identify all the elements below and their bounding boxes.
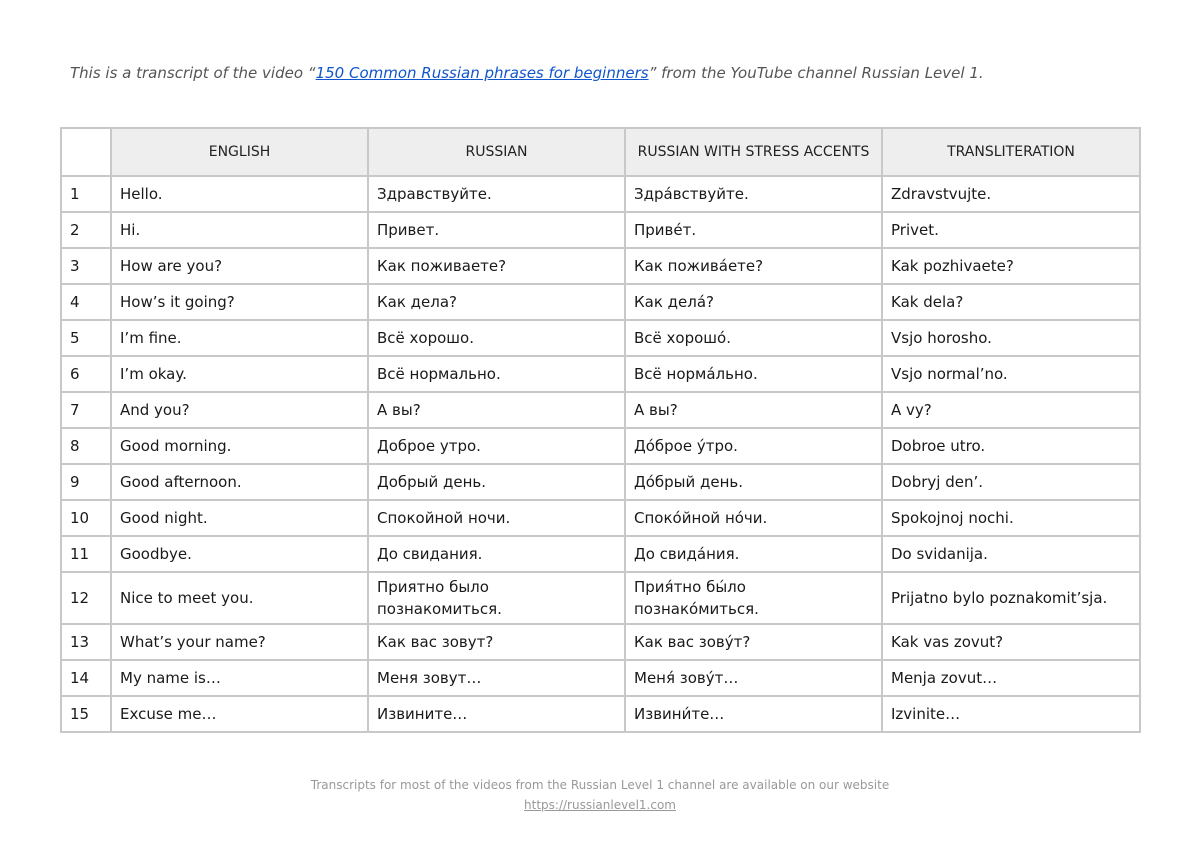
table-row <box>61 660 1140 696</box>
cell-english: Good night. <box>111 500 368 536</box>
cell-russian: Привет. <box>368 212 625 248</box>
cell-transliteration: Vsjo normal’no. <box>882 356 1140 392</box>
table-row <box>61 392 1140 428</box>
table-row <box>61 176 1140 212</box>
table-row <box>61 624 1140 660</box>
table-row <box>61 284 1140 320</box>
header-russian: RUSSIAN <box>368 128 625 176</box>
intro-text <box>70 64 984 82</box>
cell-transliteration: Zdravstvujte. <box>882 176 1140 212</box>
cell-english: How’s it going? <box>111 284 368 320</box>
cell-transliteration: Menja zovut… <box>882 660 1140 696</box>
cell-russian: Здравствуйте. <box>368 176 625 212</box>
cell-stressed: Как дела́? <box>625 284 882 320</box>
cell-stressed: Приве́т. <box>625 212 882 248</box>
header-row <box>61 128 1140 176</box>
table-row <box>61 356 1140 392</box>
website-link[interactable]: https://russianlevel1.com <box>524 798 676 812</box>
row-number: 4 <box>61 284 111 320</box>
cell-stressed: Как вас зову́т? <box>625 624 882 660</box>
cell-english: Good afternoon. <box>111 464 368 500</box>
table-row <box>61 248 1140 284</box>
cell-stressed: А вы? <box>625 392 882 428</box>
cell-transliteration: Izvinite… <box>882 696 1140 732</box>
row-number: 7 <box>61 392 111 428</box>
video-link[interactable]: 150 Common Russian phrases for beginners <box>315 64 649 82</box>
row-number: 15 <box>61 696 111 732</box>
cell-transliteration: Prijatno bylo poznakomit’sja. <box>882 572 1140 624</box>
row-number: 9 <box>61 464 111 500</box>
cell-stressed: Извини́те… <box>625 696 882 732</box>
row-number: 2 <box>61 212 111 248</box>
intro-prefix: This is a transcript of the video “ <box>70 64 316 82</box>
cell-english: Hi. <box>111 212 368 248</box>
cell-english: Goodbye. <box>111 536 368 572</box>
cell-english: And you? <box>111 392 368 428</box>
cell-russian: Как вас зовут? <box>368 624 625 660</box>
cell-transliteration: Dobroe utro. <box>882 428 1140 464</box>
table-row <box>61 464 1140 500</box>
cell-russian: Приятно было познакомиться. <box>368 572 625 624</box>
table-row <box>61 320 1140 356</box>
cell-russian: До свидания. <box>368 536 625 572</box>
cell-english: I’m okay. <box>111 356 368 392</box>
cell-transliteration: Vsjo horosho. <box>882 320 1140 356</box>
cell-stressed: Всё норма́льно. <box>625 356 882 392</box>
cell-english: Hello. <box>111 176 368 212</box>
cell-stressed: Споко́йной но́чи. <box>625 500 882 536</box>
table-row <box>61 500 1140 536</box>
footer-note: Transcripts for most of the videos from the Russian Level 1 channel are available on our website <box>310 778 890 792</box>
cell-english: My name is… <box>111 660 368 696</box>
cell-stressed: До свида́ния. <box>625 536 882 572</box>
cell-stressed: Прия́тно бы́ло познако́миться. <box>625 572 882 624</box>
row-number: 13 <box>61 624 111 660</box>
row-number: 12 <box>61 572 111 624</box>
cell-english: Excuse me… <box>111 696 368 732</box>
table-row <box>61 428 1140 464</box>
cell-russian: Всё хорошо. <box>368 320 625 356</box>
footer-link-line <box>0 798 1200 812</box>
cell-russian: Всё нормально. <box>368 356 625 392</box>
table-row <box>61 572 1140 624</box>
cell-stressed: Меня́ зову́т… <box>625 660 882 696</box>
cell-english: I’m fine. <box>111 320 368 356</box>
cell-stressed: Здра́вствуйте. <box>625 176 882 212</box>
cell-english: What’s your name? <box>111 624 368 660</box>
cell-russian: Извините… <box>368 696 625 732</box>
row-number: 3 <box>61 248 111 284</box>
header-stressed: RUSSIAN WITH STRESS ACCENTS <box>625 128 882 176</box>
row-number: 8 <box>61 428 111 464</box>
row-number: 5 <box>61 320 111 356</box>
cell-russian: Меня зовут… <box>368 660 625 696</box>
cell-stressed: Всё хорошо́. <box>625 320 882 356</box>
cell-english: How are you? <box>111 248 368 284</box>
row-number: 10 <box>61 500 111 536</box>
phrases-table <box>60 127 1141 733</box>
cell-transliteration: Privet. <box>882 212 1140 248</box>
cell-russian: А вы? <box>368 392 625 428</box>
cell-english: Nice to meet you. <box>111 572 368 624</box>
header-transliteration: TRANSLITERATION <box>882 128 1140 176</box>
cell-transliteration: Do svidanija. <box>882 536 1140 572</box>
row-number: 14 <box>61 660 111 696</box>
cell-stressed: До́брое у́тро. <box>625 428 882 464</box>
header-english: ENGLISH <box>111 128 368 176</box>
cell-russian: Как дела? <box>368 284 625 320</box>
row-number: 6 <box>61 356 111 392</box>
cell-transliteration: Kak dela? <box>882 284 1140 320</box>
cell-stressed: До́брый день. <box>625 464 882 500</box>
cell-transliteration: Kak vas zovut? <box>882 624 1140 660</box>
intro-suffix: ” from the YouTube channel Russian Level 1. <box>648 64 984 82</box>
table-row <box>61 212 1140 248</box>
cell-transliteration: Dobryj den’. <box>882 464 1140 500</box>
cell-russian: Доброе утро. <box>368 428 625 464</box>
cell-russian: Как поживаете? <box>368 248 625 284</box>
cell-transliteration: Spokojnoj nochi. <box>882 500 1140 536</box>
table-row <box>61 696 1140 732</box>
cell-stressed: Как пожива́ете? <box>625 248 882 284</box>
cell-russian: Добрый день. <box>368 464 625 500</box>
header-corner <box>61 128 111 176</box>
row-number: 11 <box>61 536 111 572</box>
cell-transliteration: A vy? <box>882 392 1140 428</box>
row-number: 1 <box>61 176 111 212</box>
cell-english: Good morning. <box>111 428 368 464</box>
cell-russian: Спокойной ночи. <box>368 500 625 536</box>
table-row <box>61 536 1140 572</box>
cell-transliteration: Kak pozhivaete? <box>882 248 1140 284</box>
